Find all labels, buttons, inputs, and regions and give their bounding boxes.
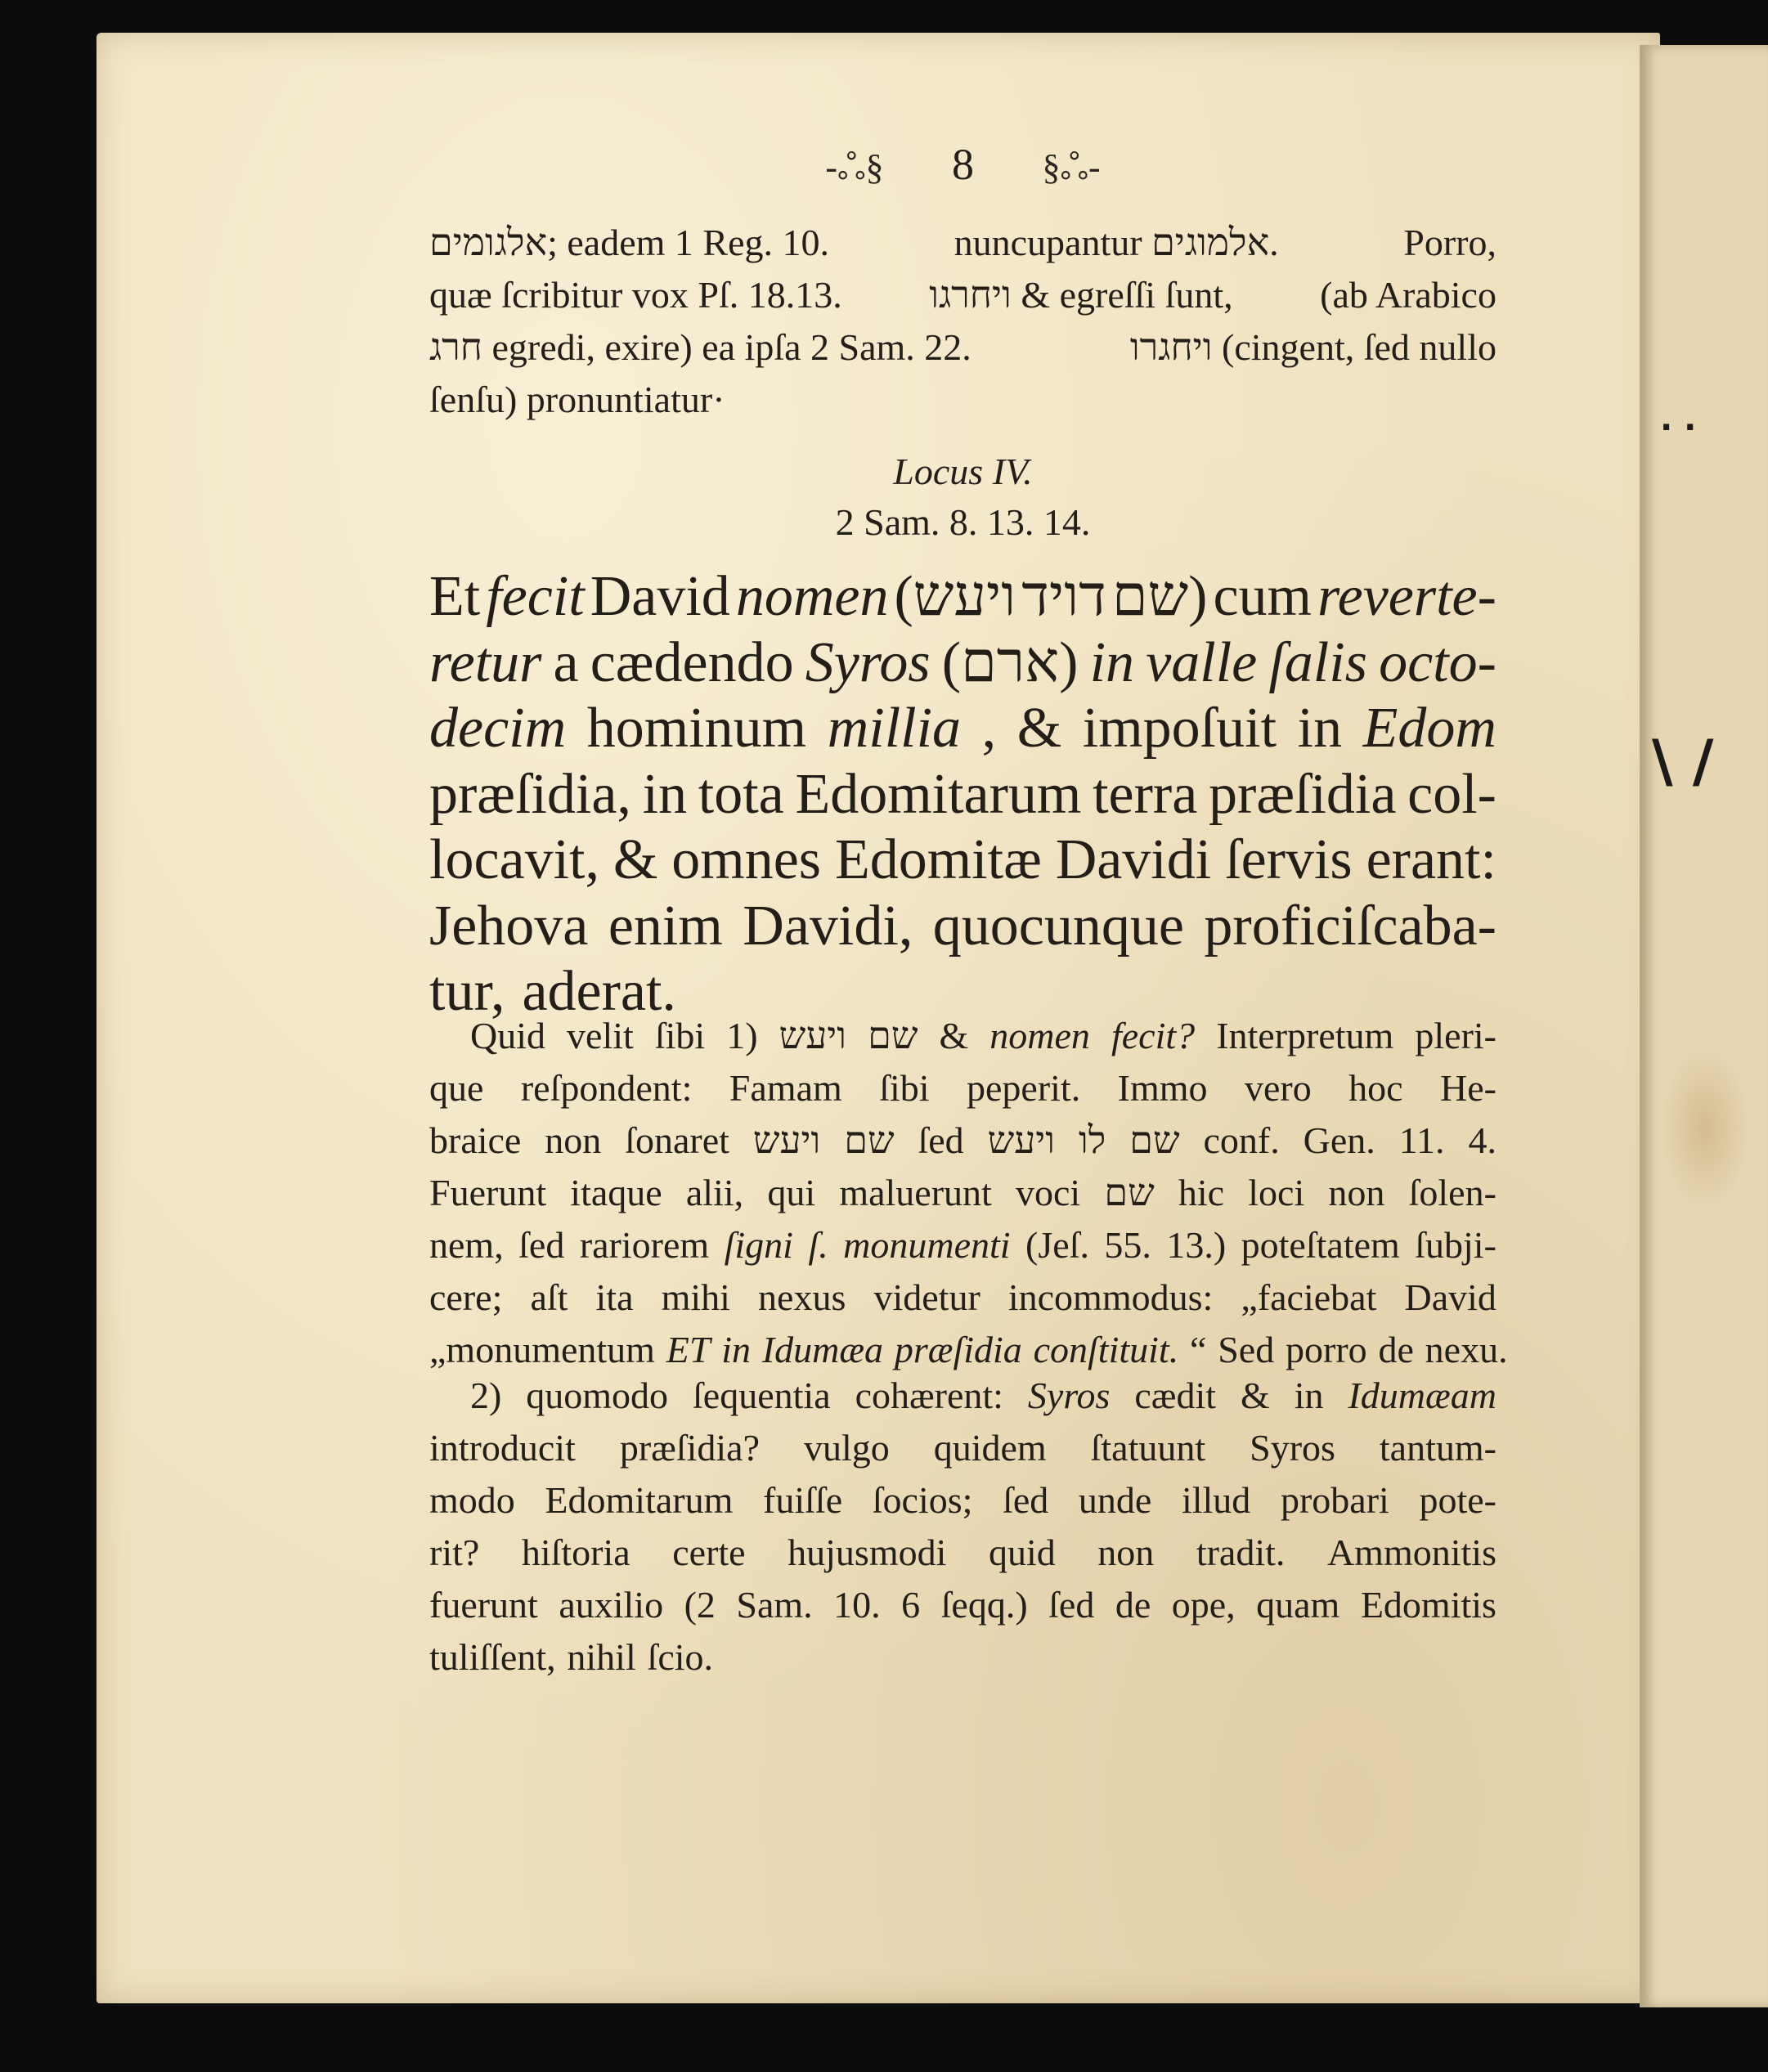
word: 6 bbox=[901, 1584, 921, 1626]
word: & bbox=[939, 1015, 969, 1056]
word: pleri- bbox=[1415, 1015, 1497, 1056]
word: Quid bbox=[470, 1015, 545, 1056]
text-line bbox=[429, 1426, 1497, 1478]
word: 1) bbox=[726, 1015, 758, 1056]
word: Fuerunt bbox=[429, 1172, 547, 1213]
word: hominum bbox=[586, 697, 807, 760]
word: 11. bbox=[1398, 1119, 1445, 1161]
word: vero bbox=[1244, 1067, 1312, 1109]
word: decim bbox=[429, 697, 567, 760]
text-line bbox=[429, 762, 1497, 828]
word: Syros bbox=[1250, 1427, 1335, 1469]
word: He- bbox=[1440, 1067, 1497, 1109]
word: hoc bbox=[1348, 1067, 1403, 1109]
word: 55. bbox=[1104, 1224, 1151, 1266]
word: Idumæam bbox=[1348, 1375, 1497, 1416]
word: præſidia? bbox=[619, 1427, 760, 1469]
word: de bbox=[1115, 1584, 1151, 1626]
text-line bbox=[429, 894, 1497, 960]
word: voci bbox=[1016, 1172, 1081, 1213]
word: erant: bbox=[1366, 828, 1497, 891]
word: ſed bbox=[918, 1119, 964, 1161]
word: alii, bbox=[685, 1172, 744, 1213]
word: „monumentum bbox=[429, 1329, 655, 1370]
word: שם bbox=[868, 1015, 918, 1056]
word: conf. bbox=[1203, 1119, 1280, 1161]
text-line bbox=[429, 1374, 1497, 1426]
word: nihil bbox=[567, 1636, 636, 1678]
word: ſed bbox=[1048, 1584, 1095, 1626]
word: Syros bbox=[805, 630, 931, 694]
text-line bbox=[429, 564, 1497, 630]
word: David bbox=[590, 565, 730, 628]
word: nem, bbox=[429, 1224, 504, 1266]
word: tota bbox=[698, 762, 784, 826]
word: locavit, bbox=[429, 828, 599, 891]
word: hic bbox=[1178, 1172, 1225, 1213]
ornament-left: -ஃ§ bbox=[825, 147, 884, 187]
section-title: Locus IV. bbox=[893, 451, 1033, 492]
word: , bbox=[981, 697, 997, 760]
text-line bbox=[429, 1014, 1497, 1066]
section-reference: 2 Sam. 8. 13. 14. bbox=[835, 501, 1091, 543]
word: Famam bbox=[729, 1067, 842, 1109]
word: aderat. bbox=[522, 960, 676, 1023]
word: qui bbox=[767, 1172, 816, 1213]
word: nexus bbox=[758, 1276, 846, 1318]
word: mihi bbox=[661, 1276, 730, 1318]
word: unde bbox=[1078, 1479, 1152, 1521]
word: שם bbox=[1129, 1119, 1180, 1161]
text-segment: אלגומים; eadem 1 Reg. 10. bbox=[429, 222, 830, 263]
word: 13.) bbox=[1166, 1224, 1227, 1266]
word: porro bbox=[1286, 1329, 1367, 1370]
word: fuerunt bbox=[429, 1584, 538, 1626]
word: peperit. bbox=[967, 1067, 1081, 1109]
text-line bbox=[429, 1171, 1497, 1223]
facing-page-edge bbox=[1640, 45, 1768, 2007]
word: ſibi bbox=[879, 1067, 930, 1109]
word: tuliſſent, bbox=[429, 1636, 556, 1678]
word: Sam. bbox=[736, 1584, 813, 1626]
word: braice bbox=[429, 1119, 522, 1161]
word: ויעש bbox=[752, 1119, 821, 1161]
word: cohærent: bbox=[855, 1375, 1003, 1416]
word: retur bbox=[429, 630, 542, 694]
word: לו bbox=[1079, 1119, 1106, 1161]
paragraph-2 bbox=[429, 1014, 1508, 1380]
word: cum bbox=[1213, 565, 1312, 628]
word: terra bbox=[1093, 762, 1198, 826]
word: “ bbox=[1190, 1329, 1207, 1370]
word: Davidi bbox=[1055, 828, 1212, 891]
word: valle bbox=[1146, 630, 1258, 694]
word: שם) bbox=[1111, 565, 1208, 628]
word: præſidia bbox=[1209, 762, 1397, 826]
word: tur, bbox=[429, 960, 505, 1023]
text-line bbox=[429, 1635, 1497, 1688]
word: in bbox=[721, 1329, 752, 1370]
word: in bbox=[1294, 1375, 1324, 1416]
text-line bbox=[429, 1478, 1497, 1531]
word: & bbox=[613, 828, 658, 891]
word: itaque bbox=[570, 1172, 662, 1213]
text-line bbox=[429, 1328, 1508, 1380]
word: hujusmodi bbox=[788, 1532, 947, 1573]
text-line bbox=[429, 1276, 1497, 1328]
word: ſed bbox=[1003, 1479, 1049, 1521]
word: ſervis bbox=[1225, 828, 1353, 891]
word: 10. bbox=[833, 1584, 881, 1626]
text-line bbox=[429, 221, 1497, 273]
word: enim bbox=[608, 894, 723, 958]
word: in bbox=[1089, 630, 1135, 694]
word: poteſtatem bbox=[1241, 1224, 1400, 1266]
text-line bbox=[429, 630, 1497, 697]
word: ſocios; bbox=[872, 1479, 973, 1521]
word: ET bbox=[666, 1329, 711, 1370]
word: in bbox=[1297, 697, 1343, 760]
word: hiſtoria bbox=[521, 1532, 630, 1573]
word: 2) bbox=[470, 1375, 502, 1416]
verse-block bbox=[429, 564, 1497, 1025]
word: rit? bbox=[429, 1532, 480, 1573]
word: (Jeſ. bbox=[1025, 1224, 1089, 1266]
word: reſpondent: bbox=[520, 1067, 693, 1109]
word: ſcio. bbox=[647, 1636, 714, 1678]
word: quidem bbox=[933, 1427, 1047, 1469]
word: nexu. bbox=[1425, 1329, 1508, 1370]
text-line bbox=[429, 827, 1497, 894]
word: (ויעש bbox=[894, 565, 1016, 628]
word: (2 bbox=[684, 1584, 716, 1626]
word: pote- bbox=[1419, 1479, 1497, 1521]
word: millia bbox=[827, 697, 962, 760]
word: ſolen- bbox=[1408, 1172, 1497, 1213]
word: vulgo bbox=[803, 1427, 890, 1469]
word: impoſuit bbox=[1082, 697, 1277, 760]
text-segment: ſenſu) pronuntiatur· bbox=[429, 379, 725, 420]
text-line bbox=[429, 1531, 1497, 1583]
word: nomen bbox=[989, 1015, 1090, 1056]
word: fuiſſe bbox=[763, 1479, 843, 1521]
paragraph-3 bbox=[429, 1374, 1497, 1688]
word: cædit bbox=[1134, 1375, 1217, 1416]
word: col- bbox=[1407, 762, 1497, 826]
word: nomen bbox=[735, 565, 889, 628]
word: & bbox=[1241, 1375, 1270, 1416]
word: a bbox=[553, 630, 579, 694]
word: quam bbox=[1256, 1584, 1340, 1626]
word: monumenti bbox=[843, 1224, 1011, 1266]
text-line bbox=[429, 1119, 1497, 1171]
ornament-right: §ஃ- bbox=[1042, 147, 1101, 187]
word: ſeqq.) bbox=[940, 1584, 1028, 1626]
word: fecit? bbox=[1111, 1015, 1196, 1056]
word: „faciebat bbox=[1241, 1276, 1377, 1318]
word: ſed bbox=[518, 1224, 565, 1266]
text-line bbox=[429, 1066, 1497, 1119]
word: loci bbox=[1248, 1172, 1305, 1213]
word: 4. bbox=[1468, 1119, 1497, 1161]
word: דויד bbox=[1021, 565, 1106, 628]
word: incommodus: bbox=[1007, 1276, 1214, 1318]
word: ſubji- bbox=[1415, 1224, 1497, 1266]
word: de bbox=[1378, 1329, 1414, 1370]
text-segment: (ab Arabico bbox=[1320, 274, 1497, 316]
water-stain bbox=[1660, 1047, 1750, 1210]
text-line bbox=[429, 325, 1497, 378]
text-segment: חרג egredi, exire) ea ipſa 2 Sam. 22. bbox=[429, 326, 972, 368]
text-line bbox=[429, 696, 1497, 762]
bleed-through-strokes: \ / bbox=[1652, 728, 1714, 795]
word: præſidia, bbox=[429, 762, 631, 826]
word: tantum- bbox=[1379, 1427, 1497, 1469]
word: ſequentia bbox=[693, 1375, 831, 1416]
word: (ארם) bbox=[941, 630, 1079, 694]
word: Edomitæ bbox=[834, 828, 1042, 891]
word: conſtituit. bbox=[1033, 1329, 1179, 1370]
word: Edomitarum bbox=[545, 1479, 734, 1521]
word: Interpretum bbox=[1216, 1015, 1394, 1056]
word: rariorem bbox=[579, 1224, 710, 1266]
word: maluerunt bbox=[839, 1172, 992, 1213]
word: aſt bbox=[530, 1276, 568, 1318]
word: cere; bbox=[429, 1276, 503, 1318]
word: quomodo bbox=[526, 1375, 669, 1416]
text-line bbox=[429, 1583, 1497, 1635]
word: reverte- bbox=[1317, 565, 1497, 628]
word: Davidi, bbox=[743, 894, 913, 958]
word: Ammonitis bbox=[1326, 1532, 1497, 1573]
word: ſ. bbox=[808, 1224, 828, 1266]
page-header bbox=[429, 139, 1497, 193]
word: שם bbox=[844, 1119, 895, 1161]
bleed-through-dots: · · bbox=[1660, 409, 1697, 446]
word: Sed bbox=[1218, 1329, 1275, 1370]
word: proficiſcaba- bbox=[1204, 894, 1497, 958]
word: certe bbox=[672, 1532, 746, 1573]
word: Gen. bbox=[1303, 1119, 1375, 1161]
word: ויעש bbox=[987, 1119, 1056, 1161]
word: non bbox=[545, 1119, 602, 1161]
word: cædendo bbox=[590, 630, 794, 694]
word: Edomitis bbox=[1360, 1584, 1497, 1626]
word: David bbox=[1404, 1276, 1497, 1318]
word: ſigni bbox=[724, 1224, 793, 1266]
word: Idumæa bbox=[761, 1329, 884, 1370]
word: fecit bbox=[486, 565, 585, 628]
text-segment: ויחגרו (cingent, ſed nullo bbox=[1129, 326, 1497, 368]
word: ויעש bbox=[779, 1015, 847, 1056]
word: probari bbox=[1280, 1479, 1389, 1521]
word: auxilio bbox=[559, 1584, 664, 1626]
word: modo bbox=[429, 1479, 515, 1521]
text-segment: Porro, bbox=[1403, 222, 1497, 263]
word: Syros bbox=[1027, 1375, 1111, 1416]
paragraph-1 bbox=[429, 221, 1497, 430]
word: Edomitarum bbox=[795, 762, 1082, 826]
word: ſibi bbox=[654, 1015, 706, 1056]
word: non bbox=[1097, 1532, 1155, 1573]
text-line bbox=[429, 1223, 1497, 1276]
word: שם bbox=[1104, 1172, 1155, 1213]
word: omnes bbox=[671, 828, 822, 891]
word: præſidia bbox=[894, 1329, 1022, 1370]
text-segment: quæ ſcribitur vox Pſ. 18.13. bbox=[429, 274, 842, 316]
word: octo- bbox=[1379, 630, 1497, 694]
word: & bbox=[1016, 697, 1062, 760]
text-segment: ויחרגו & egreſſi ſunt, bbox=[929, 274, 1233, 316]
word: in bbox=[642, 762, 688, 826]
word: tradit. bbox=[1196, 1532, 1286, 1573]
word: velit bbox=[567, 1015, 634, 1056]
word: Jehova bbox=[429, 894, 589, 958]
word: ope, bbox=[1171, 1584, 1236, 1626]
text-segment: nuncupantur אלמוגים. bbox=[954, 222, 1279, 263]
word: que bbox=[429, 1067, 484, 1109]
word: quocunque bbox=[932, 894, 1184, 958]
word: introducit bbox=[429, 1427, 576, 1469]
word: ſonaret bbox=[625, 1119, 729, 1161]
text-line bbox=[429, 273, 1497, 325]
text-line bbox=[429, 378, 1497, 430]
word: ita bbox=[595, 1276, 634, 1318]
word: non bbox=[1328, 1172, 1385, 1213]
word: ſalis bbox=[1268, 630, 1367, 694]
page-number: 8 bbox=[952, 140, 974, 189]
word: illud bbox=[1181, 1479, 1251, 1521]
word: videtur bbox=[873, 1276, 980, 1318]
word: Et bbox=[429, 565, 481, 628]
word: quid bbox=[988, 1532, 1056, 1573]
word: Edom bbox=[1362, 697, 1497, 760]
word: Immo bbox=[1117, 1067, 1208, 1109]
word: ſtatuunt bbox=[1090, 1427, 1206, 1469]
section-heading bbox=[429, 450, 1497, 551]
